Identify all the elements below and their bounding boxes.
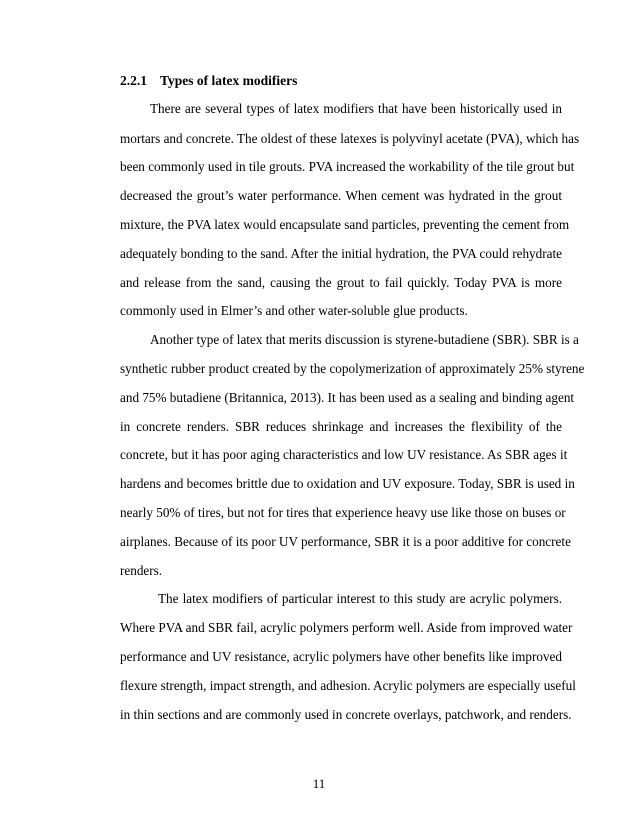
paragraph-line: in thin sections and are commonly used in concrete overlays, patchwork, and renders. [120, 707, 572, 722]
paragraph-line: hardens and becomes brittle due to oxidation and UV exposure. Today, SBR is used in [120, 476, 575, 491]
paragraph-line: nearly 50% of tires, but not for tires that experience heavy use like those on buses or [120, 505, 566, 520]
section-title: Types of latex modifiers [160, 73, 298, 88]
paragraph-line: adequately bonding to the sand. After the initial hydration, the PVA could rehydrate [120, 246, 562, 261]
paragraph-line: concrete, but it has poor aging characteristics and low UV resistance. As SBR ages it [120, 447, 568, 462]
paragraph-line: renders. [120, 563, 163, 578]
paragraph-line: performance and UV resistance, acrylic polymers have other benefits like improved [120, 649, 562, 664]
paragraph-line: and release from the sand, causing the grout to fail quickly. Today PVA is more [120, 275, 562, 290]
paragraph-line: Where PVA and SBR fail, acrylic polymers perform well. Aside from improved water [120, 620, 573, 635]
paragraph-line: and 75% butadiene (Britannica, 2013). It has been used as a sealing and binding agent [120, 390, 575, 405]
paragraph-line: mortars and concrete. The oldest of these latexes is polyvinyl acetate (PVA), which has [120, 131, 580, 146]
paragraph-line: mixture, the PVA latex would encapsulate sand particles, preventing the cement from [120, 217, 570, 232]
page-number: 11 [312, 776, 326, 791]
paragraph-line: commonly used in Elmer’s and other water-soluble glue products. [120, 303, 468, 318]
paragraph-line: Another type of latex that merits discussion is styrene-butadiene (SBR). SBR is a [150, 332, 579, 347]
paragraph-line: There are several types of latex modifiers that have been historically used in [150, 101, 562, 116]
paragraph-line: synthetic rubber product created by the copolymerization of approximately 25% styrene [120, 361, 585, 376]
paragraph-line: decreased the grout’s water performance. When cement was hydrated in the grout [120, 188, 562, 203]
section-heading [120, 73, 297, 89]
paragraph-line: flexure strength, impact strength, and adhesion. Acrylic polymers are especially useful [120, 678, 576, 693]
section-number: 2.2.1 [120, 73, 147, 88]
paragraph-line: been commonly used in tile grouts. PVA increased the workability of the tile grout but [120, 159, 575, 174]
paragraph-line: in concrete renders. SBR reduces shrinkage and increases the flexibility of the [120, 419, 562, 434]
paragraph-line: The latex modifiers of particular interest to this study are acrylic polymers. [158, 591, 562, 606]
paragraph-line: airplanes. Because of its poor UV performance, SBR it is a poor additive for concrete [120, 534, 571, 549]
